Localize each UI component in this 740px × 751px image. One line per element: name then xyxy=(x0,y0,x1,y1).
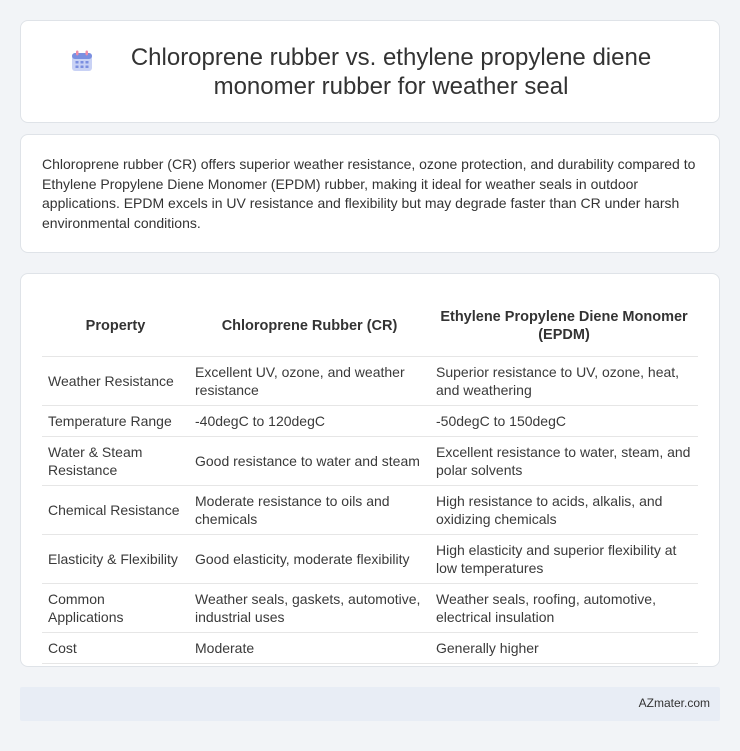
property-cell: Elasticity & Flexibility xyxy=(42,535,189,584)
epdm-cell: High resistance to acids, alkalis, and oxidizing chemicals xyxy=(430,486,698,535)
table-row xyxy=(42,584,698,633)
property-cell: Common Applications xyxy=(42,584,189,633)
page-title: Chloroprene rubber vs. ethylene propylene diene monomer rubber for weather seal xyxy=(130,43,652,100)
footer-bar xyxy=(20,687,720,721)
column-header-epdm: Ethylene Propylene Diene Monomer (EPDM) xyxy=(430,295,698,357)
epdm-cell: High elasticity and superior flexibility at low temperatures xyxy=(430,535,698,584)
cr-cell: Good elasticity, moderate flexibility xyxy=(189,535,430,584)
property-cell: Temperature Range xyxy=(42,406,189,437)
property-cell: Water & Steam Resistance xyxy=(42,437,189,486)
cr-cell: Excellent UV, ozone, and weather resistance xyxy=(189,357,430,406)
cr-cell: Moderate resistance to oils and chemicals xyxy=(189,486,430,535)
title-wrap xyxy=(70,43,670,101)
cr-cell: Good resistance to water and steam xyxy=(189,437,430,486)
epdm-cell: Superior resistance to UV, ozone, heat, and weathering xyxy=(430,357,698,406)
property-cell: Chemical Resistance xyxy=(42,486,189,535)
epdm-cell: Weather seals, roofing, automotive, electrical insulation xyxy=(430,584,698,633)
table-row xyxy=(42,357,698,406)
cr-cell: -40degC to 120degC xyxy=(189,406,430,437)
summary-text: Chloroprene rubber (CR) offers superior weather resistance, ozone protection, and durability compared to Ethylene Propylene Diene Monomer (EPDM) rubber, making it ideal for weather seals in outdoor applications. EPDM excels in UV resistance and flexibility but may degrade faster than CR under harsh environmental conditions. xyxy=(42,156,696,231)
epdm-cell: Excellent resistance to water, steam, and polar solvents xyxy=(430,437,698,486)
property-cell: Cost xyxy=(42,633,189,664)
epdm-cell: -50degC to 150degC xyxy=(430,406,698,437)
column-header-property: Property xyxy=(42,295,189,357)
summary-card xyxy=(20,134,720,253)
table-row xyxy=(42,437,698,486)
comparison-table-card xyxy=(20,273,720,667)
table-row xyxy=(42,406,698,437)
calendar-icon xyxy=(70,49,94,73)
table-row xyxy=(42,633,698,664)
table-row xyxy=(42,535,698,584)
epdm-cell: Generally higher xyxy=(430,633,698,664)
footer-site-label: AZmater.com xyxy=(638,696,710,710)
column-header-cr: Chloroprene Rubber (CR) xyxy=(189,295,430,357)
cr-cell: Moderate xyxy=(189,633,430,664)
property-cell: Weather Resistance xyxy=(42,357,189,406)
table-row xyxy=(42,486,698,535)
title-card xyxy=(20,20,720,123)
comparison-table xyxy=(42,295,698,664)
table-header-row xyxy=(42,295,698,357)
cr-cell: Weather seals, gaskets, automotive, industrial uses xyxy=(189,584,430,633)
